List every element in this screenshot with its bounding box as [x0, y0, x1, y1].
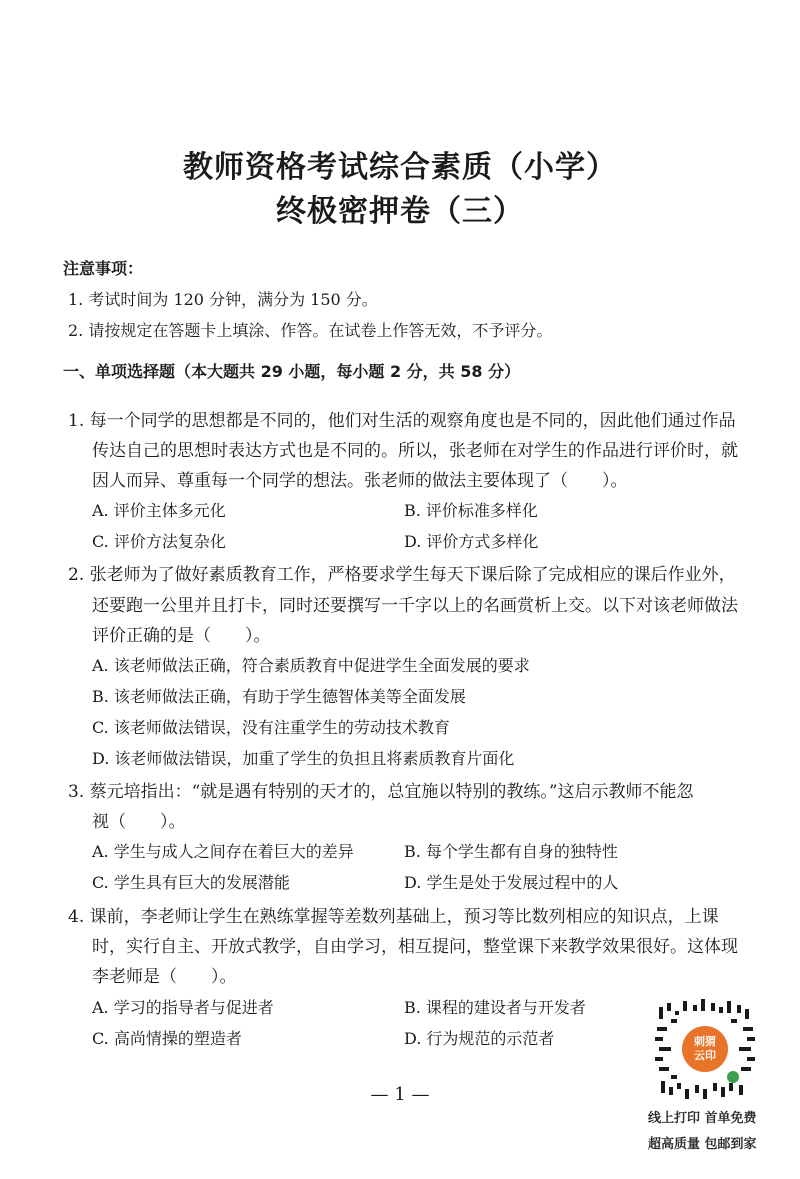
- page-title-line2: 终极密押卷（三）: [276, 194, 524, 229]
- option-a: A. 学生与成人之间存在着巨大的差异: [92, 842, 354, 861]
- badge-text: 云印: [694, 1049, 716, 1062]
- option-d: D. 学生是处于发展过程中的人: [404, 873, 619, 892]
- option-c: C. 该老师做法错误，没有注重学生的劳动技术教育: [92, 718, 450, 737]
- question-text: 李老师是（ ）。: [92, 967, 237, 987]
- question-text: 因人而异、尊重每一个同学的想法。张老师的做法主要体现了（ ）。: [92, 471, 628, 491]
- note-item: 1. 考试时间为 120 分钟，满分为 150 分。: [68, 290, 378, 309]
- option-b: B. 评价标准多样化: [404, 501, 538, 520]
- option-d: D. 该老师做法错误，加重了学生的负担且将素质教育片面化: [92, 749, 515, 768]
- option-c: C. 评价方法复杂化: [92, 532, 226, 551]
- question-text: 传达自己的思想时表达方式也是不同的。所以，张老师在对学生的作品进行评价时，就: [92, 441, 738, 461]
- promo-line: 超高质量 包邮到家: [648, 1137, 757, 1152]
- question-text: 评价正确的是（ ）。: [92, 626, 271, 646]
- question-text: 3. 蔡元培指出：“就是遇有特别的天才的，总宜施以特别的教练。”这启示教师不能忽: [68, 782, 694, 802]
- section-heading: 一、单项选择题（本大题共 29 小题，每小题 2 分，共 58 分）: [63, 362, 521, 381]
- option-b: B. 每个学生都有自身的独特性: [404, 842, 618, 861]
- page-title-line1: 教师资格考试综合素质（小学）: [183, 150, 617, 185]
- question-text: 还要跑一公里并且打卡，同时还要撰写一千字以上的名画赏析上交。以下对该老师做法: [92, 596, 738, 616]
- option-c: C. 高尚情操的塑造者: [92, 1029, 242, 1048]
- question-text: 视（ ）。: [92, 812, 186, 832]
- promo-line: 线上打印 首单免费: [648, 1111, 757, 1126]
- badge-text: 刺猬: [694, 1035, 716, 1048]
- option-d: D. 行为规范的示范者: [404, 1029, 555, 1048]
- option-a: A. 评价主体多元化: [92, 501, 226, 520]
- option-c: C. 学生具有巨大的发展潜能: [92, 873, 290, 892]
- question-text: 4. 课前，李老师让学生在熟练掌握等差数列基础上，预习等比数列相应的知识点，上课: [68, 907, 719, 927]
- note-item: 2. 请按规定在答题卡上填涂、作答。在试卷上作答无效，不予评分。: [68, 321, 553, 340]
- question-text: 时，实行自主、开放式教学，自由学习，相互提问，整堂课下来教学效果很好。这体现: [92, 937, 738, 957]
- option-a: A. 该老师做法正确，符合素质教育中促进学生全面发展的要求: [92, 656, 530, 675]
- option-d: D. 评价方式多样化: [404, 532, 539, 551]
- brand-badge: [682, 1026, 728, 1072]
- option-a: A. 学习的指导者与促进者: [92, 998, 274, 1017]
- question-text: 1. 每一个同学的思想都是不同的，他们对生活的观察角度也是不同的，因此他们通过作品: [68, 411, 736, 431]
- page-number: — 1 —: [370, 1084, 430, 1105]
- notes-heading: 注意事项：: [63, 259, 144, 278]
- option-b: B. 课程的建设者与开发者: [404, 998, 586, 1017]
- question-text: 2. 张老师为了做好素质教育工作，严格要求学生每天下课后除了完成相应的课后作业外，: [68, 565, 736, 585]
- option-b: B. 该老师做法正确，有助于学生德智体美等全面发展: [92, 687, 466, 706]
